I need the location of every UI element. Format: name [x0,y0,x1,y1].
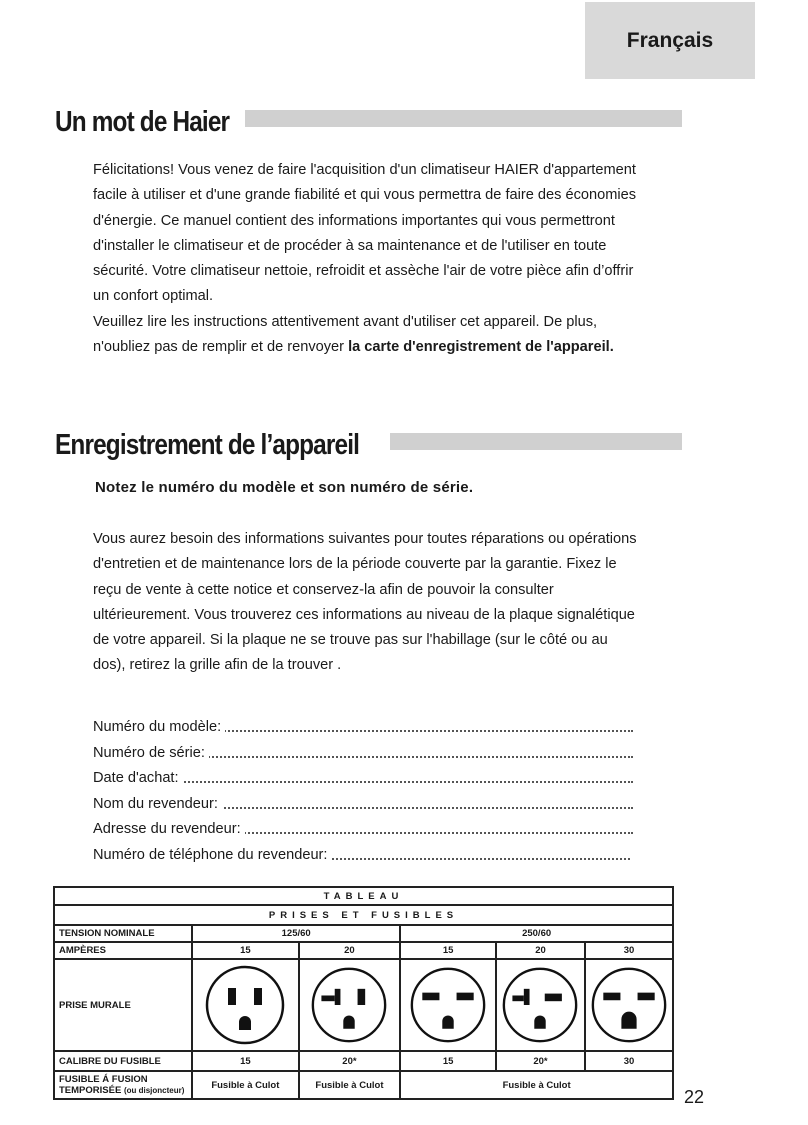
dealer-address-label: Adresse du revendeur: [93,821,245,837]
fuse-rating-label: CALIBRE DU FUSIBLE [54,1051,192,1071]
registration-paragraph: Vous aurez besoin des informations suivantes pour toutes réparations ou opérations d'entretien et de maintenance lors de la période couverte par la garantie. Fixez le reçu de vente à cette notice et conservez-la afin de pouvoir la consulter ultérieurement. Vous trouverez ces informations au niveau de la plaque signalétique de votre appareil. Si la plaque ne se trouve pas sur l'habillage (sur le côté ou au dos), retirez la grille afin de la trouver . [93,531,637,674]
serial-number-label: Numéro de série: [93,745,209,761]
tension-label: TENSION NOMINALE [54,925,192,942]
socket-cell [496,959,585,1051]
fuse-rating-cell: 30 [585,1051,673,1071]
time-delay-fuse-label [54,1071,192,1099]
section-title-registration: Enregistrement de l’appareil [55,429,360,461]
purchase-date-field [93,770,633,786]
socket-cell [192,959,299,1051]
socket-cell [400,959,496,1051]
dealer-name-field [93,796,633,812]
dealer-phone-field [93,847,630,863]
registration-subheading: Notez le numéro du modèle et son numéro de série. [95,479,474,496]
sockets-fuses-table [53,886,674,1100]
intro-text: Félicitations! Vous venez de faire l'acquisition d'un climatiseur HAIER d'appartement facile à utiliser et d'une grande fiabilité et qui vous permettra de faire des économies d'énergie. Ce manuel contient des informations importantes qui vous permettront d'installer le climatiseur et de procéder à sa maintenance et de l'utiliser en toute sécurité. Votre climatiseur nettoie, refroidit et assèche l'air de votre pièce afin d’offrir un confort optimal. [93,162,637,305]
fuse-rating-cell: 15 [400,1051,496,1071]
socket-cell [585,959,673,1051]
outlet-250v-15a-icon [409,966,487,1044]
fuse-rating-cell: 20* [496,1051,585,1071]
tension-250: 250/60 [400,925,673,942]
time-delay-fuse-line2: TEMPORISÉE [59,1085,122,1096]
language-tab: Français [585,2,755,79]
wall-socket-label: PRISE MURALE [54,959,192,1051]
page-number: 22 [684,1087,705,1107]
ampere-cell: 30 [585,942,673,959]
intro-text-2: Veuillez lire les instructions attentivement avant d'utiliser cet appareil. De plus, n'oubliez pas de remplir et de renvoyer [93,313,598,356]
outlet-125v-15a-icon [204,964,286,1046]
outlet-250v-30a-icon [590,966,668,1044]
dealer-address-field [93,821,633,837]
model-number-label: Numéro du modèle: [93,719,225,735]
fuse-type-cell: Fusible à Culot [299,1071,401,1099]
intro-paragraph [93,158,653,360]
time-delay-fuse-line1: FUSIBLE Á FUSION [59,1074,148,1085]
table-subtitle: PRISES ET FUSIBLES [54,905,673,925]
fuse-type-cell: Fusible à Culot [400,1071,673,1099]
outlet-125v-20a-icon [310,966,388,1044]
heading-bar [390,433,682,450]
outlet-250v-20a-icon [501,966,579,1044]
serial-number-field [93,745,633,761]
time-delay-fuse-note: (ou disjoncteur) [123,1086,185,1095]
ampere-cell: 15 [400,942,496,959]
ampere-cell: 15 [192,942,299,959]
table-title: TABLEAU [54,887,673,905]
tension-125: 125/60 [192,925,400,942]
fuse-rating-cell: 20* [299,1051,401,1071]
ampere-cell: 20 [496,942,585,959]
section-title-haier: Un mot de Haier [55,106,230,138]
purchase-date-label: Date d'achat: [93,770,183,786]
fuse-type-cell: Fusible à Culot [192,1071,299,1099]
amperes-label: AMPÈRES [54,942,192,959]
dealer-phone-label: Numéro de téléphone du revendeur: [93,847,331,863]
socket-cell [299,959,401,1051]
dealer-name-label: Nom du revendeur: [93,796,222,812]
fuse-rating-cell: 15 [192,1051,299,1071]
registration-card-text: la carte d'enregistrement de l'appareil. [348,339,614,356]
heading-bar [245,110,682,127]
model-number-field [93,719,633,735]
ampere-cell: 20 [299,942,401,959]
